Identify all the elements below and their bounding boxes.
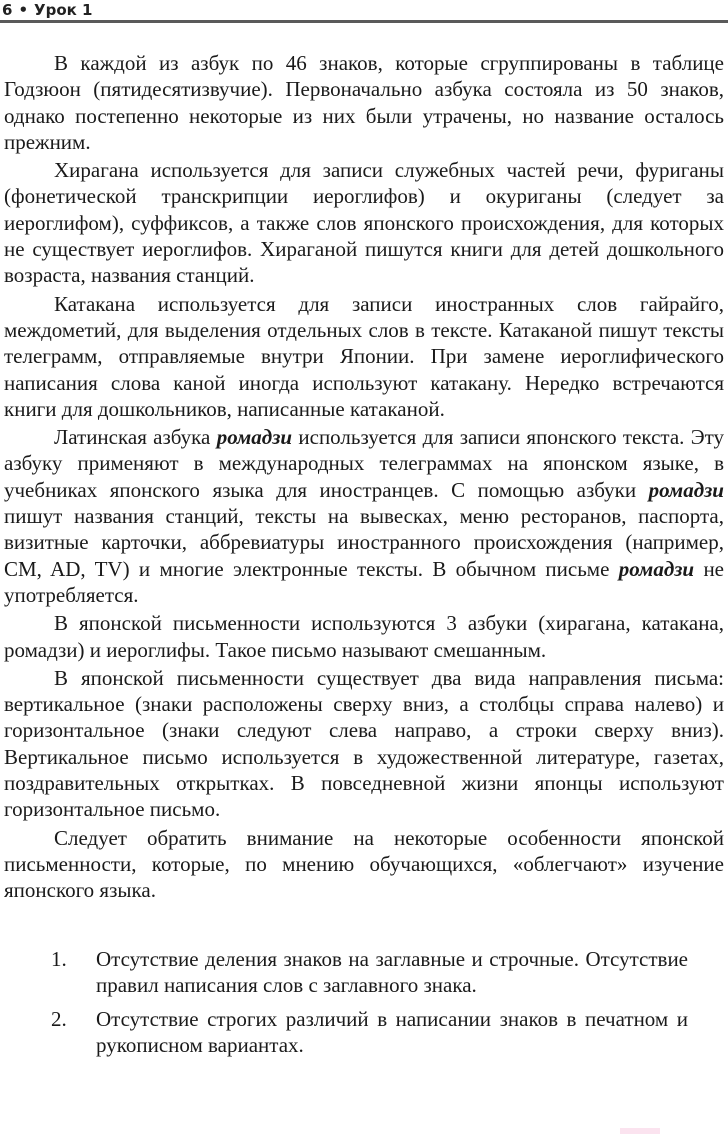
paragraph-text: используется для записи японского текста. Эту азбуку применяют в международных телеграммах на японском языке, в учебниках японского языка для иностранцев. С помощью азбуки bbox=[4, 425, 724, 502]
paragraph-6 bbox=[4, 665, 724, 823]
list-number: 1. bbox=[51, 946, 67, 971]
list-number: 2. bbox=[51, 1007, 67, 1032]
paragraph-text: Латинская азбука bbox=[54, 425, 217, 450]
header-rule bbox=[0, 20, 728, 23]
running-header bbox=[2, 0, 92, 20]
paragraph-4 bbox=[4, 424, 724, 608]
list-text: Отсутствие строгих различий в написании знаков в печатном и рукописном вариантах. bbox=[96, 1007, 688, 1058]
paragraph-text: Хирагана используется для записи служебных частей речи, фуриганы (фонетической транскрипции иероглифов) и окуриганы (следует за иероглифом), суффиксов, а также слов японского происхождения, для которых не существует иероглифов. Хираганой пишутся книги для детей дошкольного возраста, названия станций. bbox=[4, 158, 724, 288]
paragraph-text: Катакана используется для записи иностранных слов гайрайго, междометий, для выделения отдельных слов в тексте. Катаканой пишут тексты телеграмм, отправляемые внутри Японии. При замене иероглифического написания слова каной иногда используют катакану. Нередко встречаются книги для дошкольников, написанные катаканой. bbox=[4, 291, 724, 421]
features-list bbox=[4, 946, 724, 1059]
paragraph-2 bbox=[4, 157, 724, 288]
paragraph-text: В каждой из азбук по 46 знаков, которые сгруппированы в таблице Годзюон (пятидесятизвучие). Первоначально азбука состояла из 50 знаков, однако постепенно некоторые из них были утрачены, но название осталось прежним. bbox=[4, 51, 724, 154]
section-title: Урок 1 bbox=[34, 1, 93, 19]
paragraph-5 bbox=[4, 610, 724, 663]
paragraph-text: В японской письменности существует два вида направления письма: вертикальное (знаки расположены сверху вниз, а столбцы справа налево) и горизонтальное (знаки следуют слева направо, а строки сверху вниз). Вертикальное письмо используется в художественной литературе, газетах, поздравительных открытках. В повседневной жизни японцы используют горизонтальное письмо. bbox=[4, 665, 724, 822]
page-number: 6 bbox=[2, 1, 13, 19]
italic-term: ромадзи bbox=[216, 425, 293, 450]
paragraph-3 bbox=[4, 291, 724, 422]
paragraph-text: пишут названия станций, тексты на вывесках, меню ресторанов, паспорта, визитные карточки, аббревиатуры иностранного происхождения (например, CM, AD, TV) и многие электронные тексты. В обычном письме bbox=[4, 504, 724, 581]
page-mark bbox=[620, 1128, 660, 1134]
body-text bbox=[4, 50, 724, 1067]
italic-term: ромадзи bbox=[648, 477, 724, 502]
list-item bbox=[4, 1006, 724, 1059]
italic-term: ромадзи bbox=[618, 556, 695, 581]
spacer bbox=[4, 906, 724, 946]
paragraph-text: не употребляется. bbox=[4, 556, 724, 607]
list-text: Отсутствие деления знаков на заглавные и строчные. Отсутствие правил написания слов с заглавного знака. bbox=[96, 946, 688, 997]
paragraph-7 bbox=[4, 825, 724, 904]
header-bullet: • bbox=[18, 1, 29, 19]
paragraph-text: В японской письменности используются 3 азбуки (хирагана, катакана, ромадзи) и иероглифы. Такое письмо называют смешанным. bbox=[4, 611, 724, 662]
paragraph-text: Следует обратить внимание на некоторые особенности японской письменности, которые, по мнению обучающихся, «облегчают» изучение японского языка. bbox=[4, 825, 724, 903]
list-item bbox=[4, 946, 724, 999]
paragraph-1 bbox=[4, 50, 724, 155]
